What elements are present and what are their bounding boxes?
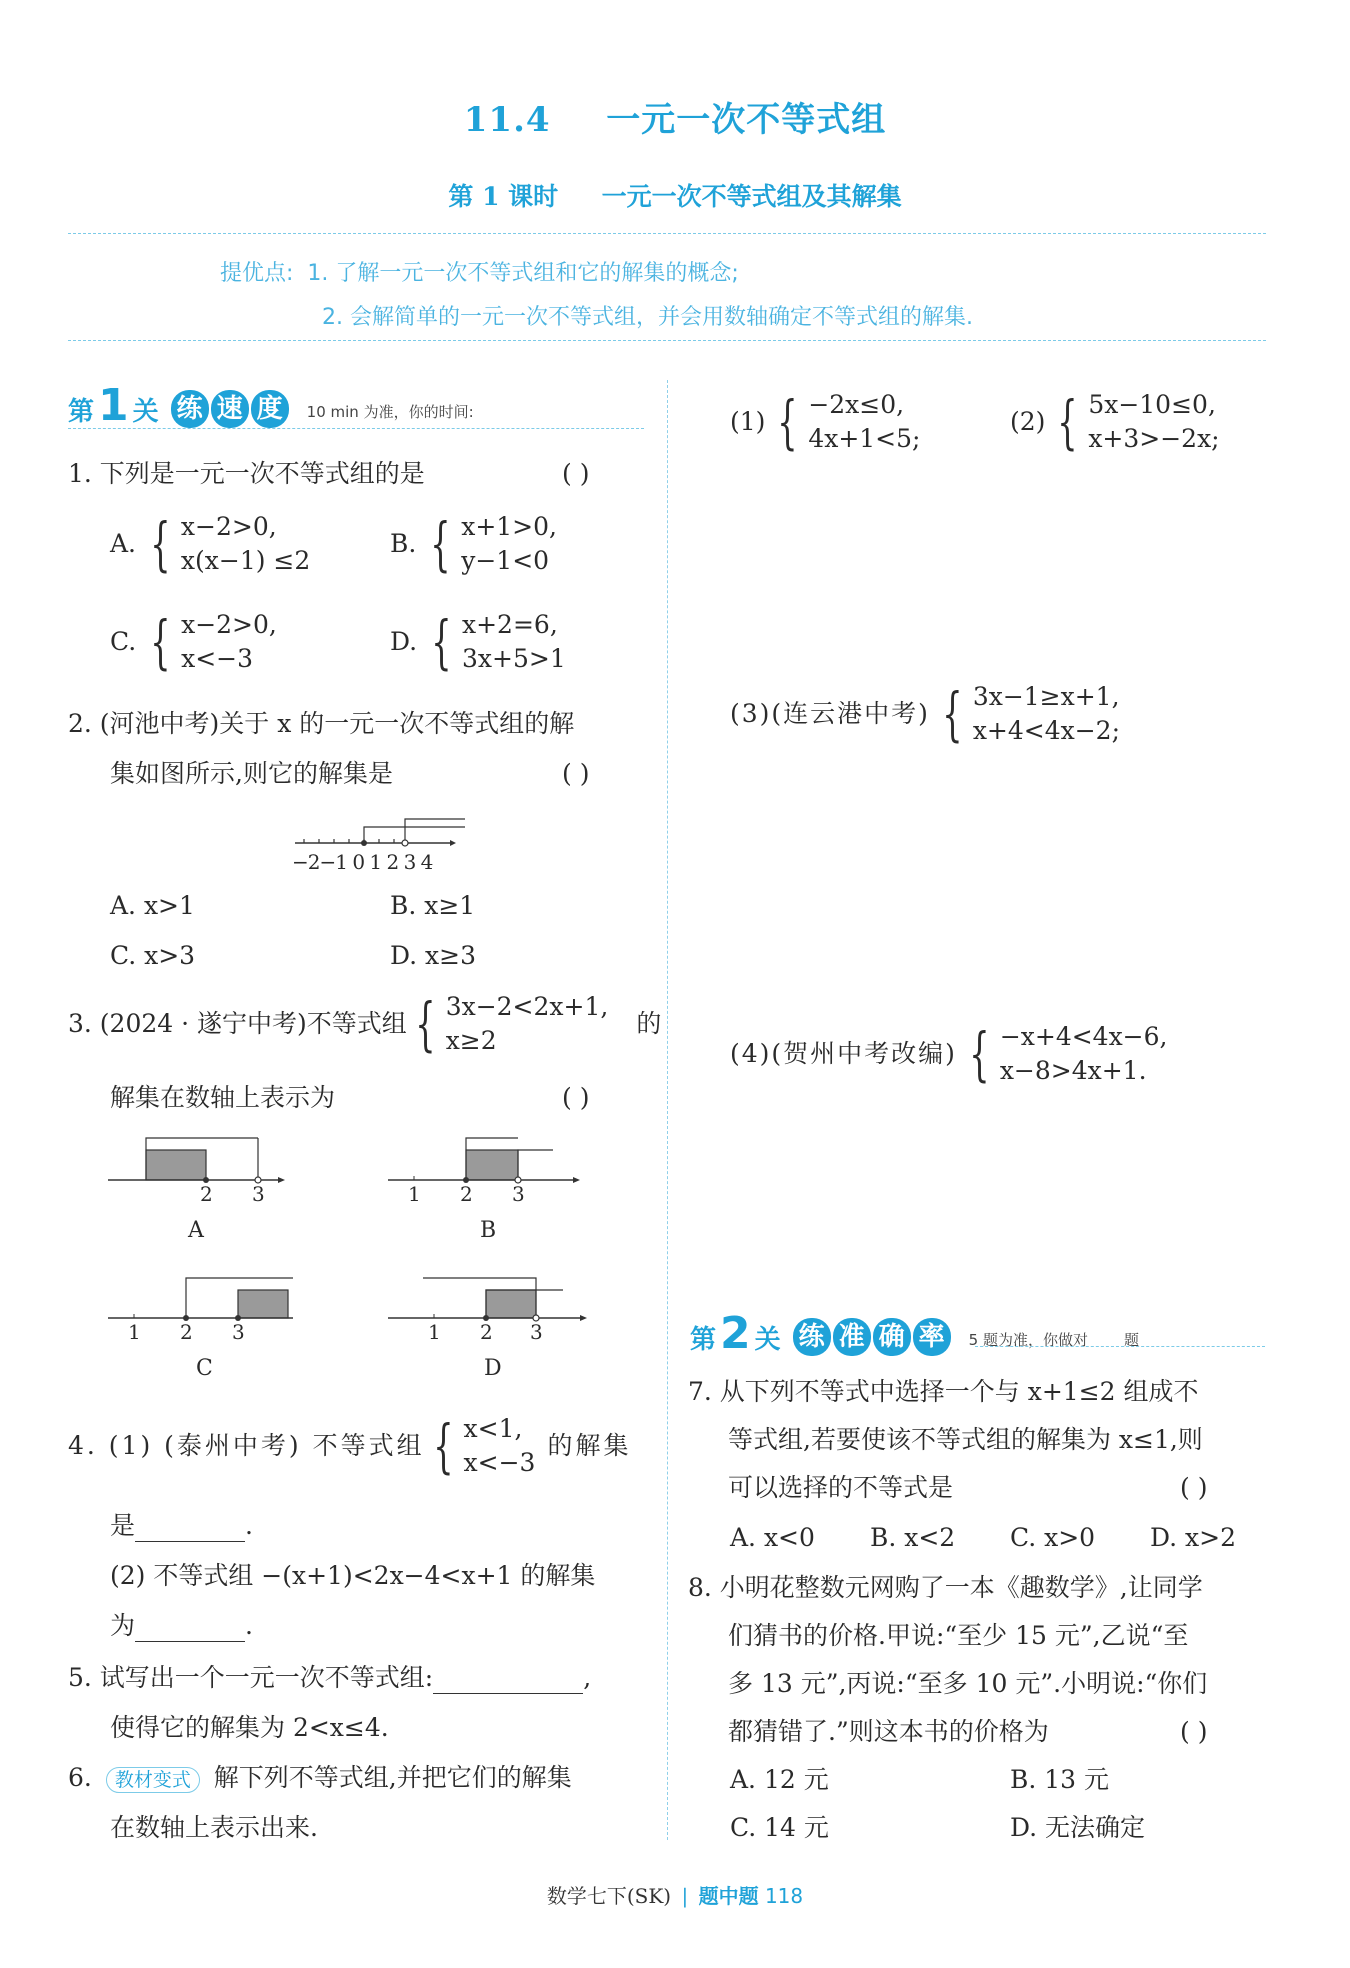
tick-label: 3 [232,1320,245,1344]
level1-suffix: 关 [132,397,159,427]
q1-b-line1: x+1>0, [461,512,557,541]
q5-line2: 使得它的解集为 2<x≤4. [110,1713,389,1742]
q6-tag: 教材变式 [106,1767,200,1793]
q6-part2: (2) { 5x−10≤0, x+3>−2x; [1010,388,1220,456]
q3-system-line2: x≥2 [445,1026,497,1055]
footer-book: 数学七下(SK) [546,1884,672,1908]
q1-c-line1: x−2>0, [181,610,277,639]
level2-banner [690,1306,1139,1359]
q8-line4: 都猜错了.”则这本书的价格为 [728,1717,1049,1746]
q2-option-d[interactable]: D. x≥3 [390,941,476,970]
q6-part1: (1) { −2x≤0, 4x+1<5; [730,388,921,456]
level1-underline [68,428,644,429]
q4-1-answer-blank[interactable] [135,1517,245,1542]
level2-number: 2 [720,1308,751,1359]
q3-answer-paren: ( ) [562,1083,590,1112]
q6-p2-line1: 5x−10≤0, [1088,390,1216,419]
level2-char: 率 [913,1318,951,1356]
figure-label: D [484,1356,502,1381]
q6-p3-line1: 3x−1≥x+1, [972,682,1120,711]
q7-answer-paren: ( ) [1180,1473,1208,1502]
footer-page-number: 118 [764,1884,804,1908]
q2-axis-labels: −2−1 0 1 2 3 4 [292,850,433,874]
q6-p1-line2: 4x+1<5; [808,424,921,453]
tick-label: 3 [530,1320,543,1344]
q4-system-line2: x<−3 [463,1448,536,1477]
tick-label: 3 [512,1182,525,1206]
level1-char: 速 [211,390,249,428]
level2-char: 准 [833,1318,871,1356]
q1-option-d[interactable]: D. { x+2=6, 3x+5>1 [390,608,566,676]
q7-option-a[interactable]: A. x<0 [730,1523,815,1552]
level1-number: 1 [98,380,129,431]
q7-line1: 7. 从下列不等式中选择一个与 x+1≤2 组成不 [688,1377,1199,1406]
page-footer: 数学七下(SK) | 题中题 118 [546,1884,804,1908]
tick-label: 2 [460,1182,473,1206]
q1-option-b[interactable]: B. { x+1>0, y−1<0 [390,510,557,578]
footer-brand: 题中题 [698,1884,759,1908]
figure-label: C [196,1356,213,1381]
q1-answer-paren: ( ) [562,459,590,488]
level2-char: 练 [793,1318,831,1356]
q1-d-line1: x+2=6, [462,610,558,639]
objective-2: 2. 会解简单的一元一次不等式组，并会用数轴确定不等式组的解集. [322,305,973,330]
q8-option-c[interactable]: C. 14 元 [730,1813,829,1842]
q2-answer-paren: ( ) [562,759,590,788]
q2-option-c[interactable]: C. x>3 [110,941,196,970]
q8-answer-paren: ( ) [1180,1717,1208,1746]
column-divider [667,380,668,1840]
q8-option-a[interactable]: A. 12 元 [730,1765,829,1794]
q3-figure-c[interactable] [108,1268,308,1381]
q6-line2: 在数轴上表示出来. [110,1813,318,1842]
figure-label: B [480,1218,497,1243]
q1-option-a[interactable]: A. { x−2>0, x(x−1) ≤2 [110,510,311,578]
q7-option-c[interactable]: C. x>0 [1010,1523,1096,1552]
q6-part4: (4)(贺州中考改编) { −x+4<4x−6, x−8>4x+1. [730,1020,1168,1088]
q6-p1-line1: −2x≤0, [808,390,905,419]
section-heading [0,92,1350,141]
q1-stem: 1. 下列是一元一次不等式组的是 [68,459,425,488]
q4-part2: (2) 不等式组 −(x+1)<2x−4<x+1 的解集 [110,1561,596,1590]
q1-c-line2: x<−3 [181,644,253,673]
tick-label: 3 [252,1182,265,1206]
q6-p4-line1: −x+4<4x−6, [999,1022,1168,1051]
level2-underline [975,1346,1265,1347]
q3-line2: 解集在数轴上表示为 [110,1083,336,1112]
q6-p3-line2: x+4<4x−2; [972,716,1121,745]
section-number: 11.4 [463,100,551,140]
q6-part3: (3)(连云港中考) { 3x−1≥x+1, x+4<4x−2; [730,680,1121,748]
q2-option-b[interactable]: B. x≥1 [390,891,476,920]
level1-char: 练 [171,390,209,428]
level1-note: 10 min 为准，你的时间: [306,403,474,421]
q4-2-answer-blank[interactable] [135,1617,245,1642]
q6-p4-line2: x−8>4x+1. [999,1056,1147,1085]
objective-1: 1. 了解一元一次不等式组和它的解集的概念; [307,261,739,286]
level1-prefix: 第 [68,397,95,427]
q5-line1: 5. 试写出一个一元一次不等式组: , [68,1663,592,1692]
section-title: 一元一次不等式组 [606,100,887,140]
q2-line1: 2. (河池中考)关于 x 的一元一次不等式组的解 [68,709,575,738]
q1-a-line2: x(x−1) ≤2 [180,546,311,575]
tick-label: 1 [128,1320,141,1344]
q3-figure-b[interactable] [388,1130,588,1243]
objectives-divider [68,340,1266,341]
lesson-number: 第 1 课时 [448,182,559,211]
q8-option-b[interactable]: B. 13 元 [1010,1765,1110,1794]
q8-option-d[interactable]: D. 无法确定 [1010,1813,1146,1842]
tick-label: 2 [480,1320,493,1344]
q1-b-line2: y−1<0 [461,546,550,575]
level2-note: 5 题为准，你做对 题 [968,1331,1139,1349]
q4-line4: 为 . [110,1611,253,1640]
q6-p2-line2: x+3>−2x; [1088,424,1220,453]
q3-figure-d[interactable] [388,1268,598,1381]
q7-line3: 可以选择的不等式是 [728,1473,954,1502]
level2-char: 确 [873,1318,911,1356]
objectives [220,252,973,340]
tick-label: 2 [200,1182,213,1206]
top-divider [68,233,1266,234]
level1-banner [68,378,474,431]
q3-figure-d-axis [388,1268,598,1338]
q2-line2: 集如图所示,则它的解集是 [110,759,393,788]
figure-label: A [188,1218,204,1243]
q1-a-line1: x−2>0, [180,512,277,541]
lesson-heading [0,177,1350,213]
q7-line2: 等式组,若要使该不等式组的解集为 x≤1,则 [728,1425,1203,1454]
q5-answer-blank[interactable] [433,1669,583,1694]
q3-figure-a[interactable] [108,1130,293,1243]
level2-title [793,1318,951,1356]
q4-system-line1: x<1, [463,1414,523,1443]
objectives-label: 提优点: [220,261,294,286]
level2-prefix: 第 [690,1325,717,1355]
q8-line1: 8. 小明花整数元网购了一本《趣数学》,让同学 [688,1573,1203,1602]
level2-suffix: 关 [754,1325,781,1355]
q8-line3: 多 13 元”,丙说:“至多 10 元”.小明说:“你们 [728,1669,1208,1698]
q7-option-d[interactable]: D. x>2 [1150,1523,1236,1552]
q6-line1: 6. 教材变式 解下列不等式组,并把它们的解集 [68,1763,572,1792]
q4-stem: 4. (1) (泰州中考) 不等式组 { x<1, x<−3 的解集 [68,1412,632,1480]
q3-system-line1: 3x−2<2x+1, [445,992,609,1021]
q3-stem: 3. (2024 · 遂宁中考)不等式组 { 3x−2<2x+1, x≥2 的 [68,990,662,1058]
q4-line2: 是 . [110,1511,253,1540]
level1-char: 度 [251,390,289,428]
tick-label: 1 [408,1182,421,1206]
q1-option-c[interactable]: C. { x−2>0, x<−3 [110,608,277,676]
level1-title [171,390,289,428]
q7-option-b[interactable]: B. x<2 [870,1523,956,1552]
tick-label: 1 [428,1320,441,1344]
q2-option-a[interactable]: A. x>1 [110,891,195,920]
q1-d-line2: 3x+5>1 [462,644,566,673]
tick-label: 2 [180,1320,193,1344]
q8-line2: 们猜书的价格.甲说:“至少 15 元”,乙说“至 [728,1621,1189,1650]
lesson-title: 一元一次不等式组及其解集 [601,182,902,211]
